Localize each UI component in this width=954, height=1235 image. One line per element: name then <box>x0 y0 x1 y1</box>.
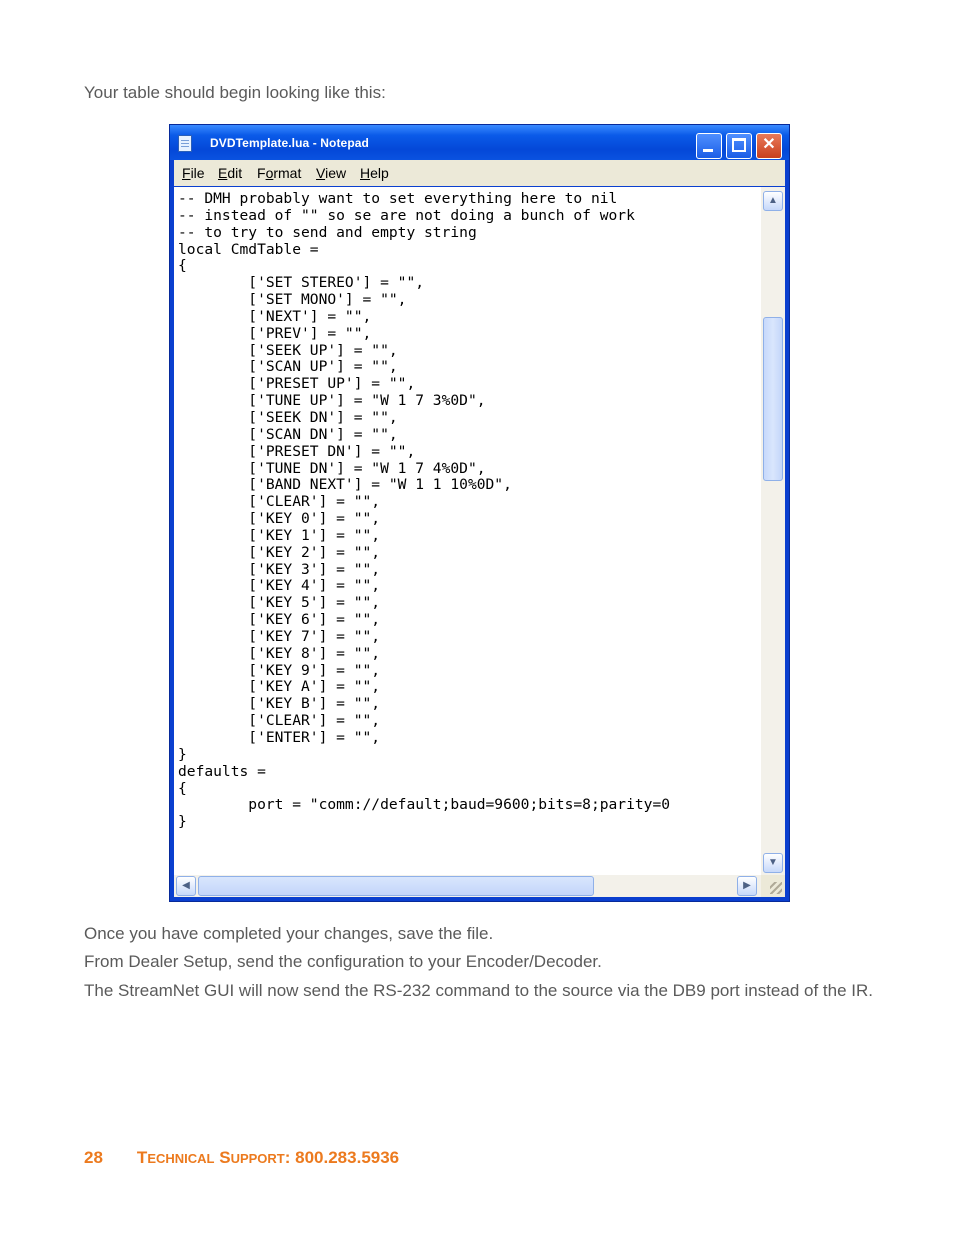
code-line: ['KEY 1'] = "", <box>248 526 381 544</box>
code-line: { <box>178 257 187 275</box>
code-line: ['SEEK UP'] = "", <box>248 341 398 359</box>
page-number: 28 <box>84 1148 103 1167</box>
resize-grip[interactable] <box>761 875 785 897</box>
intro-text: Your table should begin looking like this: <box>84 83 386 102</box>
scroll-down-button[interactable] <box>763 853 783 873</box>
code-line: ['TUNE UP'] = "W 1 7 3%0D", <box>248 392 486 410</box>
scroll-up-button[interactable] <box>763 191 783 211</box>
horizontal-scroll-thumb[interactable] <box>198 876 594 896</box>
code-line: ['TUNE DN'] = "W 1 7 4%0D", <box>248 459 486 477</box>
code-line: ['ENTER'] = "", <box>248 729 381 746</box>
menu-help[interactable]: Help <box>360 165 389 181</box>
code-line: ['SCAN UP'] = "", <box>248 358 398 376</box>
vertical-scrollbar[interactable] <box>761 187 785 875</box>
code-line: } <box>178 745 187 763</box>
paragraph-send-config: From Dealer Setup, send the configuration to your Encoder/Decoder. <box>84 952 602 971</box>
scroll-left-button[interactable] <box>176 876 196 896</box>
text-editor[interactable] <box>174 187 761 875</box>
minimize-button[interactable] <box>696 133 722 159</box>
code-line: local CmdTable = <box>178 240 319 258</box>
paragraph-rs232: The StreamNet GUI will now send the RS-232 command to the source via the DB9 port instead of the IR. <box>84 981 873 1000</box>
chevron-left-icon: ◀ <box>182 880 190 891</box>
horizontal-scrollbar[interactable] <box>174 875 761 897</box>
close-button[interactable] <box>756 133 782 159</box>
code-line: ['PREV'] = "", <box>248 324 372 342</box>
maximize-icon <box>732 138 746 152</box>
menu-format[interactable]: Format <box>257 165 302 181</box>
code-line: ['KEY A'] = "", <box>248 678 381 696</box>
code-line: -- DMH probably want to set everything here to nil <box>178 190 618 207</box>
menu-view[interactable]: View <box>316 165 347 181</box>
notepad-window[interactable] <box>169 124 790 902</box>
scroll-right-button[interactable] <box>737 876 757 896</box>
code-line: } <box>178 813 187 831</box>
code-line: ['CLEAR'] = "", <box>248 493 381 511</box>
code-line: ['KEY 7'] = "", <box>248 627 381 645</box>
code-line: ['KEY 8'] = "", <box>248 644 381 662</box>
code-line: ['KEY 5'] = "", <box>248 594 381 612</box>
chevron-down-icon: ▼ <box>768 857 778 868</box>
code-line: -- instead of "" so se are not doing a bunch of work <box>178 206 635 224</box>
vertical-scroll-thumb[interactable] <box>763 317 783 481</box>
code-line: ['PRESET UP'] = "", <box>248 375 416 393</box>
chevron-up-icon: ▲ <box>768 195 778 206</box>
code-line: { <box>178 779 187 797</box>
code-line: ['KEY 0'] = "", <box>248 510 381 528</box>
code-line: ['KEY 6'] = "", <box>248 611 381 629</box>
menu-file[interactable]: File <box>182 165 205 181</box>
code-line: ['SET STEREO'] = "", <box>248 274 425 292</box>
code-line: ['BAND NEXT'] = "W 1 1 10%0D", <box>248 476 512 494</box>
code-text[interactable] <box>178 191 670 831</box>
code-line: ['NEXT'] = "", <box>248 307 372 325</box>
code-line: ['KEY 3'] = "", <box>248 560 381 578</box>
minimize-icon <box>703 149 713 152</box>
chevron-right-icon: ▶ <box>743 880 751 891</box>
code-line: defaults = <box>178 762 266 780</box>
code-line: ['KEY 9'] = "", <box>248 661 381 679</box>
title-bar[interactable] <box>170 125 789 160</box>
support-phone: 800.283.5936 <box>295 1148 400 1167</box>
page-footer: 28 TECHNICAL SUPPORT: 800.283.5936 <box>84 1148 400 1167</box>
code-line: port = "comm://default;baud=9600;bits=8;parity=0 <box>248 796 671 814</box>
notepad-icon[interactable] <box>178 135 192 152</box>
code-line: ['SEEK DN'] = "", <box>248 408 398 426</box>
code-line: ['KEY B'] = "", <box>248 695 381 713</box>
maximize-button[interactable] <box>726 133 752 159</box>
close-icon: ✕ <box>762 136 776 153</box>
code-line: ['CLEAR'] = "", <box>248 712 381 730</box>
menu-edit[interactable]: Edit <box>218 165 243 181</box>
menu-bar <box>174 160 785 186</box>
code-line: ['KEY 2'] = "", <box>248 543 381 561</box>
code-line: ['SET MONO'] = "", <box>248 291 407 309</box>
code-line: ['PRESET DN'] = "", <box>248 442 416 460</box>
paragraph-save: Once you have completed your changes, save the file. <box>84 924 494 943</box>
window-title: DVDTemplate.lua - Notepad <box>210 136 369 150</box>
code-line: ['SCAN DN'] = "", <box>248 425 398 443</box>
code-line: ['KEY 4'] = "", <box>248 577 381 595</box>
code-line: -- to try to send and empty string <box>178 223 477 241</box>
